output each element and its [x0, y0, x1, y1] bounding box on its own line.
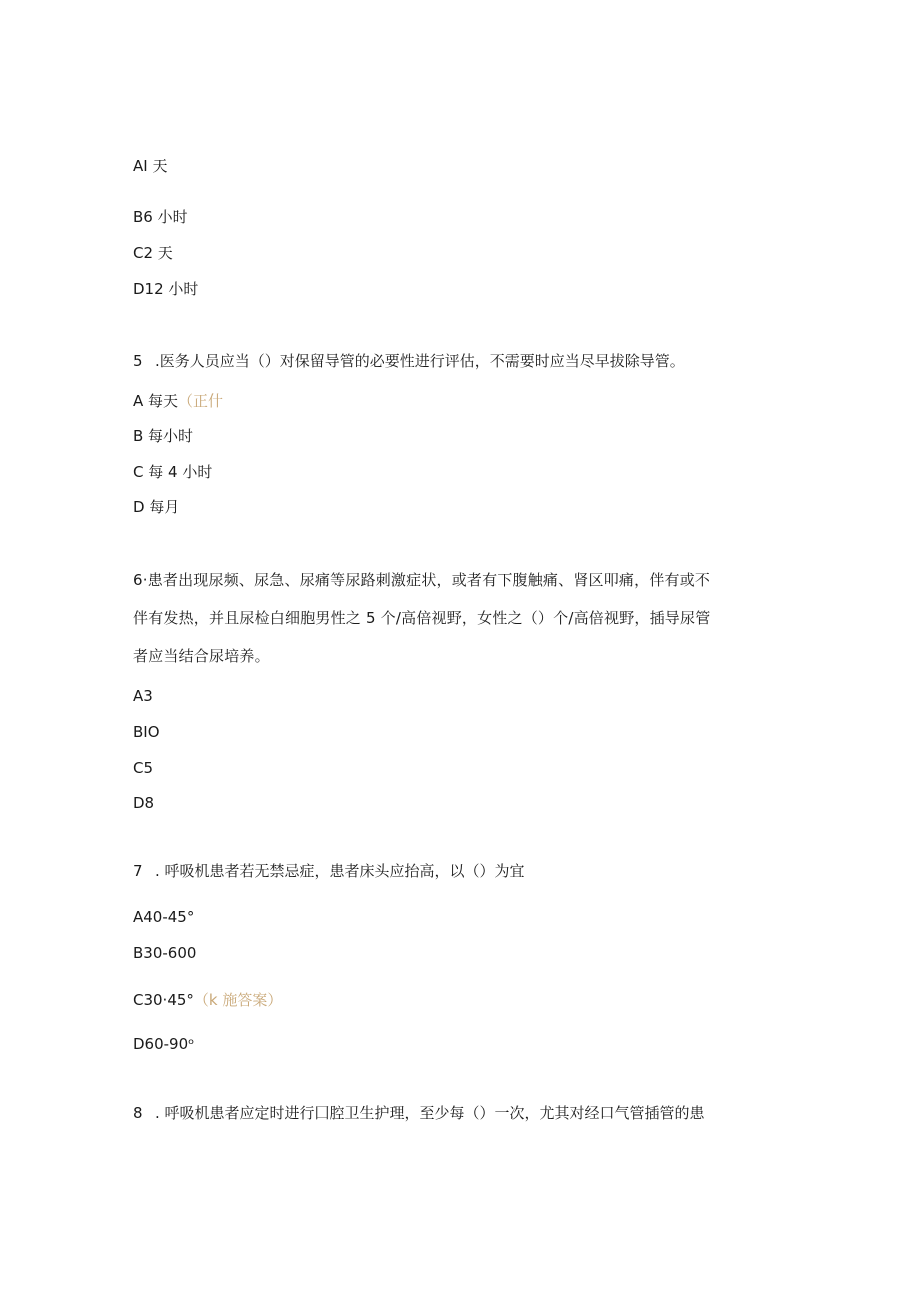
q8-question: [133, 1103, 705, 1123]
q6-option-a: A3: [133, 687, 153, 705]
q8-text: . 呼吸机患者应定时进行囗腔卫生护理，至少每（）一次，尤其对经口气管插管的患: [155, 1104, 705, 1122]
q6-line-3: 者应当结合尿培养。: [133, 647, 270, 665]
q6-option-b: BIO: [133, 723, 160, 741]
q7-option-c: [133, 990, 282, 1010]
q5-option-a-label: A 每天: [133, 392, 179, 410]
q5-number: 5: [133, 352, 143, 370]
q4-option-a: AI 天: [133, 157, 168, 175]
q6-option-d: D8: [133, 794, 155, 812]
q5-question: [133, 351, 685, 371]
q7-option-b: B30-600: [133, 944, 197, 962]
q7-option-d: D60-90ᵒ: [133, 1035, 195, 1053]
q7-text: . 呼吸机患者若无禁忌症，患者床头应抬高，以（）为宜: [155, 862, 525, 880]
q4-option-d: D12 小时: [133, 280, 199, 298]
q4-option-c: C2 天: [133, 244, 173, 262]
q7-option-a: A40-45°: [133, 908, 195, 926]
q7-number: 7: [133, 862, 143, 880]
q7-question: [133, 861, 525, 881]
q6-question: [133, 561, 783, 675]
q5-answer-mark: （正什: [178, 392, 224, 410]
q5-option-b: B 每小时: [133, 427, 194, 445]
q7-option-c-label: C30·45°: [133, 991, 194, 1009]
q7-answer-mark: （k 施答案）: [193, 991, 283, 1009]
q8-number: 8: [133, 1104, 143, 1122]
q6-line-2: 伴有发热，并且尿检白细胞男性之 5 个/高倍视野，女性之（）个/高倍视野，插导尿管: [133, 609, 711, 627]
q6-line-1: 6·患者出现尿频、尿急、尿痛等尿路刺激症状，或者有下腹触痛、肾区叩痛，伴有或不: [133, 571, 711, 589]
q5-option-c: C 每 4 小时: [133, 463, 213, 481]
q5-option-d: D 每月: [133, 498, 180, 516]
q5-text: .医务人员应当（）对保留导管的必要性进行评估，不需要时应当尽早拔除导管。: [155, 352, 685, 370]
q4-option-b: B6 小时: [133, 208, 188, 226]
q5-option-a: [133, 391, 223, 411]
q6-option-c: C5: [133, 759, 154, 777]
